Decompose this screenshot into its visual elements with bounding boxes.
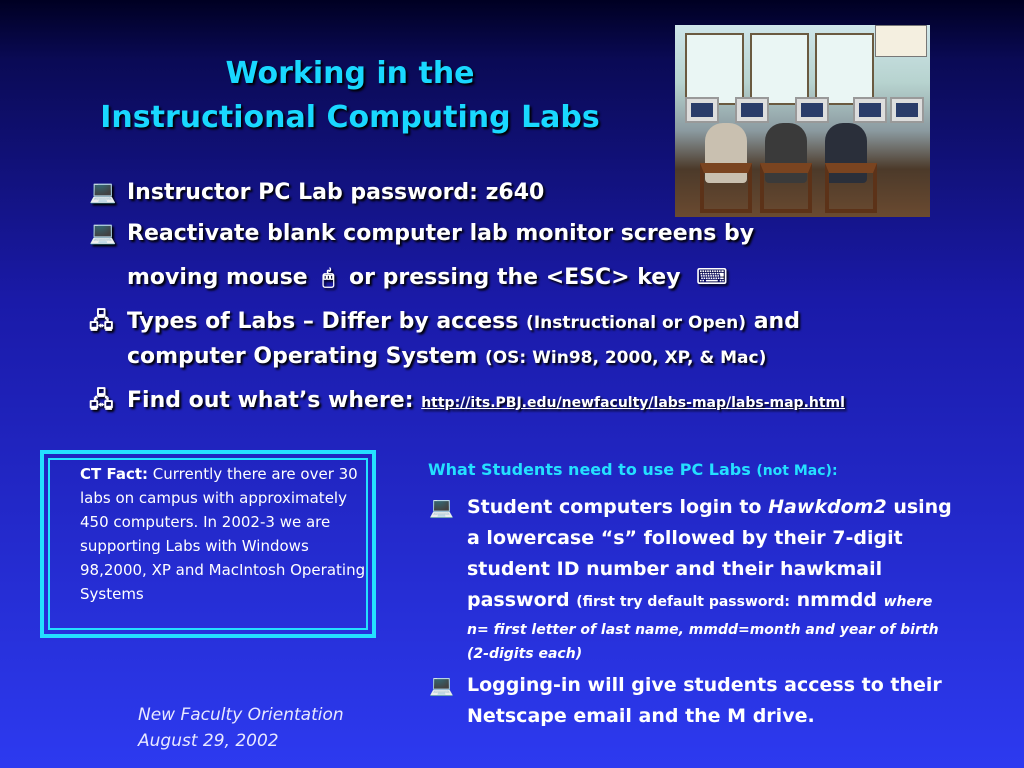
students-heading: What Students need to use PC Labs (not Mac): [428, 460, 838, 479]
ct-fact-box [40, 450, 376, 638]
lab-types-text: Types of Labs – Differ by access [127, 309, 519, 334]
computer-icon: 💻 [89, 221, 117, 246]
bullet-password [89, 176, 545, 210]
footer-event: New Faculty Orientation [138, 705, 344, 725]
hawkdom2-domain: Hawkdom2 [768, 496, 887, 518]
bullet-lab-types [89, 305, 967, 375]
network-icon: 🖧 [89, 388, 114, 413]
labs-map-link[interactable]: http://its.PBJ.edu/newfaculty/labs-map/labs-map.html [421, 395, 845, 411]
lab-types-os: computer Operating System [127, 344, 478, 369]
computer-lab-photo [675, 25, 930, 217]
computer-icon: 💻 [429, 673, 454, 697]
computer-icon: 💻 [89, 180, 117, 205]
title-line-1: Working in the [225, 56, 475, 91]
student-access-item: 💻 Logging-in will give students access to their Netscape email and the M drive. [467, 670, 987, 732]
network-icon: 🖧 [89, 309, 114, 334]
lab-types-os-list: (OS: Win98, 2000, XP, & Mac) [484, 348, 767, 368]
keyboard-icon: ⌨ [688, 265, 728, 290]
footer [138, 702, 344, 754]
student-login-item: 💻 Student computers login to Hawkdom2 using a lowercase “s” followed by their 7-digit student ID number and their hawkmail password (first try default password: nmmdd where n= first letter of last name, mmdd=month and year of birth (2-digits each) [467, 492, 987, 666]
bullet-find-out [89, 384, 987, 420]
password-text: Instructor PC Lab password: z640 [127, 180, 545, 205]
bullet-reactivate [89, 217, 755, 295]
lab-types-and: and [753, 309, 800, 334]
reactivate-esc-text: or pressing the <ESC> key [349, 265, 681, 290]
ct-fact-text: Currently there are over 30 labs on campus with approximately 450 computers. In 2002-3 we are supporting Labs with Windows 98,2000, XP and MacIntosh Operating Systems [80, 465, 366, 603]
footer-date: August 29, 2002 [138, 731, 279, 751]
computer-icon: 💻 [429, 495, 454, 519]
default-password: nmmdd [796, 589, 877, 611]
find-out-text: Find out what’s where: [127, 388, 414, 413]
reactivate-mouse-text: moving mouse [127, 265, 308, 290]
slide-title [40, 52, 660, 140]
reactivate-line-1: Reactivate blank computer lab monitor screens by [127, 221, 755, 246]
mouse-icon: 🖱 [315, 265, 342, 289]
title-line-2: Instructional Computing Labs [100, 100, 600, 135]
ct-fact-label: CT Fact: [80, 465, 149, 483]
lab-types-access: (Instructional or Open) [526, 313, 747, 333]
